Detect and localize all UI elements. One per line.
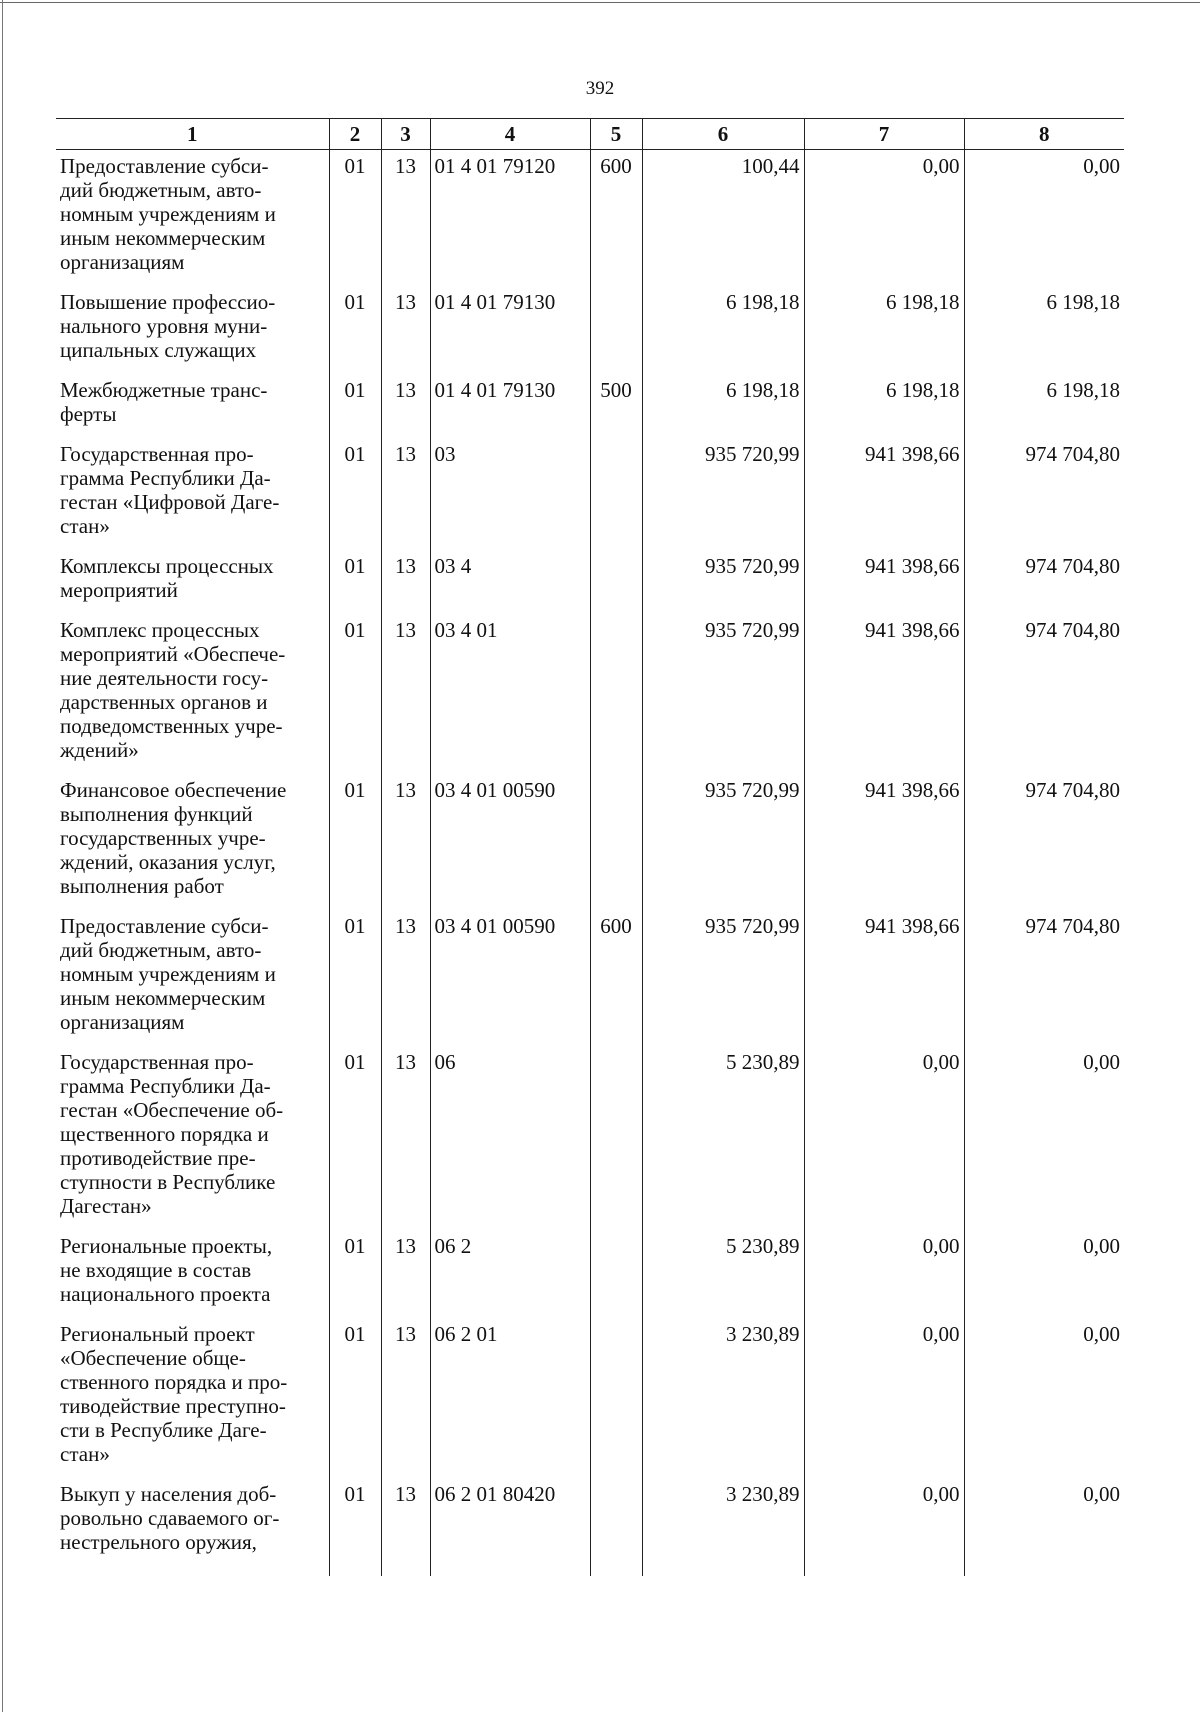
column-header: 4 xyxy=(430,119,590,150)
amount-col7: 6 198,18 xyxy=(804,286,964,374)
table-row xyxy=(56,614,1124,774)
row-name: Предоставление субси- дий бюджетным, авто- номным учреждениям и иным некоммерческим организациям xyxy=(60,154,276,274)
amount-col6: 3 230,89 xyxy=(642,1478,804,1576)
section-code: 01 xyxy=(329,438,381,550)
section-code: 01 xyxy=(329,150,381,287)
row-name: Финансовое обеспечение выполнения функций государственных учре- ждений, оказания услуг, выполнения работ xyxy=(60,778,287,898)
subsection-code: 13 xyxy=(381,1230,430,1318)
amount-col7: 0,00 xyxy=(804,1318,964,1478)
amount-col7: 941 398,66 xyxy=(804,614,964,774)
column-header: 5 xyxy=(590,119,642,150)
amount-col6: 935 720,99 xyxy=(642,910,804,1046)
target-article-code: 03 4 01 xyxy=(430,614,590,774)
table-row xyxy=(56,910,1124,1046)
table-header-row xyxy=(56,119,1124,150)
amount-col8: 0,00 xyxy=(964,1046,1124,1230)
subsection-code: 13 xyxy=(381,374,430,438)
expense-type-code xyxy=(590,614,642,774)
table-row xyxy=(56,1230,1124,1318)
subsection-code: 13 xyxy=(381,150,430,287)
expense-type-code xyxy=(590,1046,642,1230)
section-code: 01 xyxy=(329,774,381,910)
subsection-code: 13 xyxy=(381,1046,430,1230)
amount-col7: 941 398,66 xyxy=(804,438,964,550)
table-row xyxy=(56,1046,1124,1230)
section-code: 01 xyxy=(329,1046,381,1230)
target-article-code: 06 2 xyxy=(430,1230,590,1318)
amount-col7: 0,00 xyxy=(804,1046,964,1230)
table-row xyxy=(56,150,1124,287)
target-article-code: 01 4 01 79130 xyxy=(430,374,590,438)
section-code: 01 xyxy=(329,1230,381,1318)
table-row xyxy=(56,374,1124,438)
target-article-code: 03 xyxy=(430,438,590,550)
amount-col6: 935 720,99 xyxy=(642,774,804,910)
expense-type-code xyxy=(590,1478,642,1576)
target-article-code: 03 4 xyxy=(430,550,590,614)
row-name: Выкуп у населения доб- ровольно сдаваемого ог- нестрельного оружия, xyxy=(60,1482,280,1554)
row-name: Региональные проекты, не входящие в состав национального проекта xyxy=(60,1234,273,1306)
column-header: 3 xyxy=(381,119,430,150)
amount-col6: 935 720,99 xyxy=(642,550,804,614)
target-article-code: 01 4 01 79120 xyxy=(430,150,590,287)
subsection-code: 13 xyxy=(381,438,430,550)
amount-col6: 935 720,99 xyxy=(642,438,804,550)
amount-col7: 0,00 xyxy=(804,1478,964,1576)
target-article-code: 03 4 01 00590 xyxy=(430,910,590,1046)
subsection-code: 13 xyxy=(381,1318,430,1478)
expense-type-code: 600 xyxy=(590,910,642,1046)
scan-edge-left xyxy=(2,0,3,1712)
amount-col8: 0,00 xyxy=(964,1478,1124,1576)
section-code: 01 xyxy=(329,550,381,614)
expense-type-code xyxy=(590,286,642,374)
expense-type-code xyxy=(590,774,642,910)
table-row xyxy=(56,1478,1124,1576)
table-row xyxy=(56,1318,1124,1478)
subsection-code: 13 xyxy=(381,910,430,1046)
column-header: 6 xyxy=(642,119,804,150)
row-name: Предоставление субси- дий бюджетным, авто- номным учреждениям и иным некоммерческим организациям xyxy=(60,914,276,1034)
amount-col6: 3 230,89 xyxy=(642,1318,804,1478)
amount-col6: 6 198,18 xyxy=(642,286,804,374)
expense-type-code xyxy=(590,1318,642,1478)
subsection-code: 13 xyxy=(381,774,430,910)
row-name: Комплексы процессных мероприятий xyxy=(60,554,274,602)
table-row xyxy=(56,286,1124,374)
row-name: Региональный проект «Обеспечение обще- ственного порядка и про- тиводействие преступно- сти в Республике Даге- стан» xyxy=(60,1322,288,1466)
scan-edge-top xyxy=(0,2,1200,3)
row-name: Межбюджетные транс- ферты xyxy=(60,378,268,426)
amount-col8: 6 198,18 xyxy=(964,374,1124,438)
target-article-code: 06 2 01 xyxy=(430,1318,590,1478)
column-header: 1 xyxy=(56,119,329,150)
row-name: Повышение профессио- нального уровня муни- ципальных служащих xyxy=(60,290,276,362)
section-code: 01 xyxy=(329,1318,381,1478)
amount-col7: 941 398,66 xyxy=(804,910,964,1046)
amount-col8: 974 704,80 xyxy=(964,614,1124,774)
section-code: 01 xyxy=(329,1478,381,1576)
section-code: 01 xyxy=(329,374,381,438)
expense-type-code xyxy=(590,1230,642,1318)
amount-col8: 0,00 xyxy=(964,1318,1124,1478)
amount-col8: 0,00 xyxy=(964,150,1124,287)
page-number: 392 xyxy=(585,78,615,99)
amount-col8: 974 704,80 xyxy=(964,774,1124,910)
amount-col8: 974 704,80 xyxy=(964,550,1124,614)
target-article-code: 03 4 01 00590 xyxy=(430,774,590,910)
table-row xyxy=(56,550,1124,614)
subsection-code: 13 xyxy=(381,1478,430,1576)
target-article-code: 06 2 01 80420 xyxy=(430,1478,590,1576)
amount-col8: 0,00 xyxy=(964,1230,1124,1318)
amount-col7: 941 398,66 xyxy=(804,550,964,614)
amount-col7: 941 398,66 xyxy=(804,774,964,910)
amount-col7: 6 198,18 xyxy=(804,374,964,438)
amount-col6: 100,44 xyxy=(642,150,804,287)
expense-type-code xyxy=(590,550,642,614)
section-code: 01 xyxy=(329,286,381,374)
amount-col6: 6 198,18 xyxy=(642,374,804,438)
expense-type-code xyxy=(590,438,642,550)
row-name: Государственная про- грамма Республики Да- гестан «Обеспечение об- щественного порядка и противодействие пре- ступности в Республике Дагестан» xyxy=(60,1050,284,1218)
subsection-code: 13 xyxy=(381,286,430,374)
amount-col6: 5 230,89 xyxy=(642,1230,804,1318)
amount-col6: 5 230,89 xyxy=(642,1046,804,1230)
table-row xyxy=(56,774,1124,910)
expense-type-code: 500 xyxy=(590,374,642,438)
table-row xyxy=(56,438,1124,550)
row-name: Государственная про- грамма Республики Да- гестан «Цифровой Даге- стан» xyxy=(60,442,280,538)
column-header: 2 xyxy=(329,119,381,150)
amount-col6: 935 720,99 xyxy=(642,614,804,774)
amount-col8: 974 704,80 xyxy=(964,910,1124,1046)
expense-type-code: 600 xyxy=(590,150,642,287)
column-header: 7 xyxy=(804,119,964,150)
amount-col7: 0,00 xyxy=(804,150,964,287)
row-name: Комплекс процессных мероприятий «Обеспече- ние деятельности госу- дарственных органов и подведомственных учре- ждений» xyxy=(60,618,286,762)
target-article-code: 06 xyxy=(430,1046,590,1230)
budget-table xyxy=(56,118,1124,1576)
section-code: 01 xyxy=(329,614,381,774)
subsection-code: 13 xyxy=(381,614,430,774)
amount-col7: 0,00 xyxy=(804,1230,964,1318)
column-header: 8 xyxy=(964,119,1124,150)
subsection-code: 13 xyxy=(381,550,430,614)
amount-col8: 974 704,80 xyxy=(964,438,1124,550)
amount-col8: 6 198,18 xyxy=(964,286,1124,374)
target-article-code: 01 4 01 79130 xyxy=(430,286,590,374)
section-code: 01 xyxy=(329,910,381,1046)
